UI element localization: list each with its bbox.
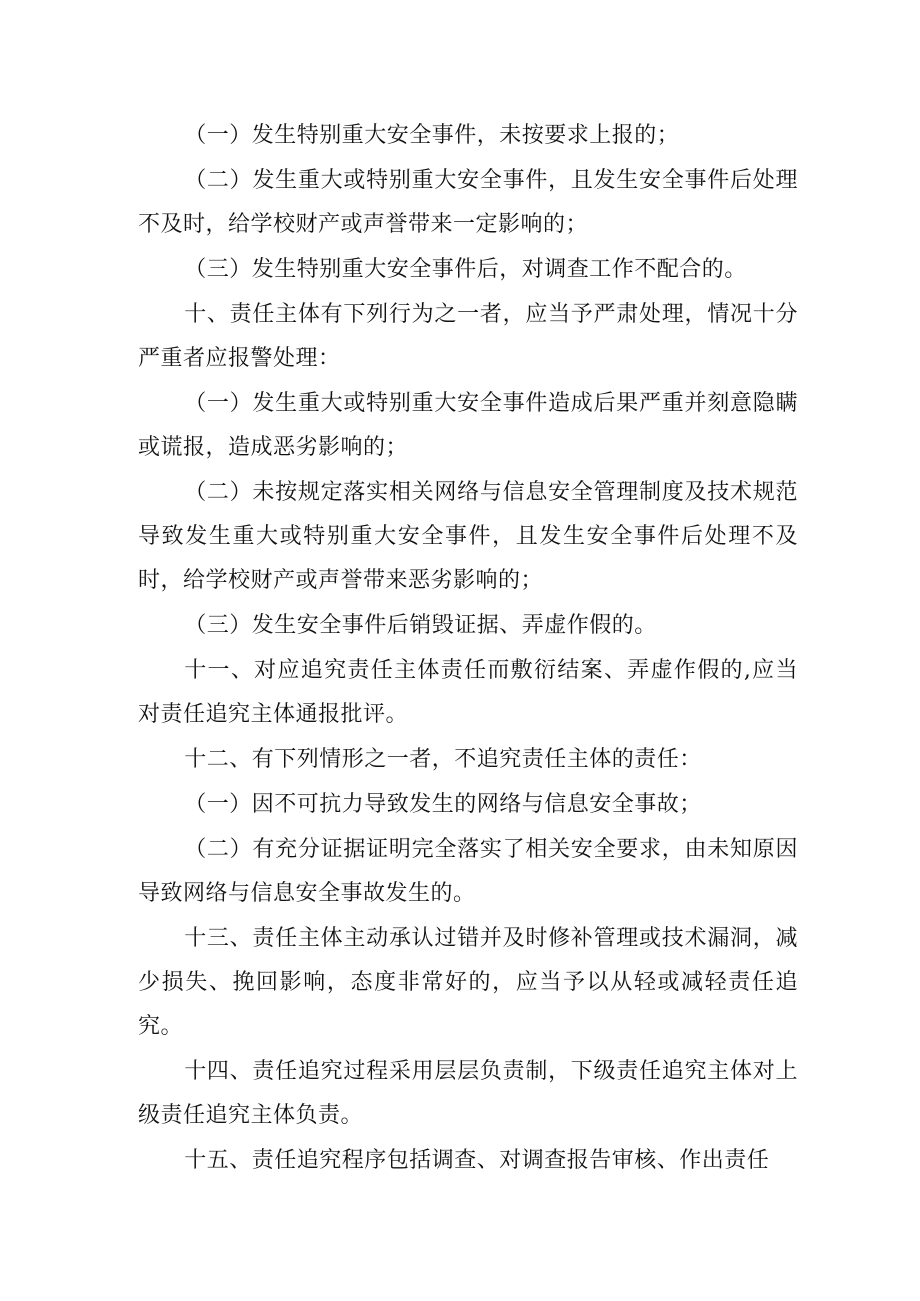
paragraph: （二）发生重大或特别重大安全事件，且发生安全事件后处理不及时，给学校财产或声誉带来一定影响的； bbox=[138, 168, 798, 237]
paragraph: 十三、责任主体主动承认过错并及时修补管理或技术漏洞，减少损失、挽回影响，态度非常好的，应当予以从轻或减轻责任追究。 bbox=[138, 926, 798, 1039]
paragraph: （三）发生特别重大安全事件后，对调查工作不配合的。 bbox=[184, 257, 747, 282]
paragraph: （一）发生重大或特别重大安全事件造成后果严重并刻意隐瞒或谎报，造成恶劣影响的； bbox=[138, 391, 798, 460]
paragraph: （三）发生安全事件后销毁证据、弄虚作假的。 bbox=[184, 613, 657, 638]
paragraph: 十一、对应追究责任主体责任而敷衍结案、弄虚作假的,应当对责任追究主体通报批评。 bbox=[138, 658, 798, 727]
paragraph: 十二、有下列情形之一者，不追究责任主体的责任： bbox=[184, 747, 702, 772]
document-body bbox=[138, 114, 798, 1184]
paragraph: （一）发生特别重大安全事件，未按要求上报的； bbox=[184, 123, 680, 148]
paragraph: 十、责任主体有下列行为之一者，应当予严肃处理，情况十分严重者应报警处理： bbox=[138, 302, 798, 371]
paragraph: （二）未按规定落实相关网络与信息安全管理制度及技术规范导致发生重大或特别重大安全事件，且发生安全事件后处理不及时，给学校财产或声誉带来恶劣影响的； bbox=[138, 480, 798, 593]
paragraph: 十五、责任追究程序包括调查、对调查报告审核、作出责任 bbox=[184, 1148, 770, 1173]
paragraph: 十四、责任追究过程采用层层负责制，下级责任追究主体对上级责任追究主体负责。 bbox=[138, 1059, 798, 1128]
paragraph: （二）有充分证据证明完全落实了相关安全要求，由未知原因导致网络与信息安全事故发生的。 bbox=[138, 837, 798, 906]
paragraph: （一）因不可抗力导致发生的网络与信息安全事故； bbox=[184, 792, 702, 817]
